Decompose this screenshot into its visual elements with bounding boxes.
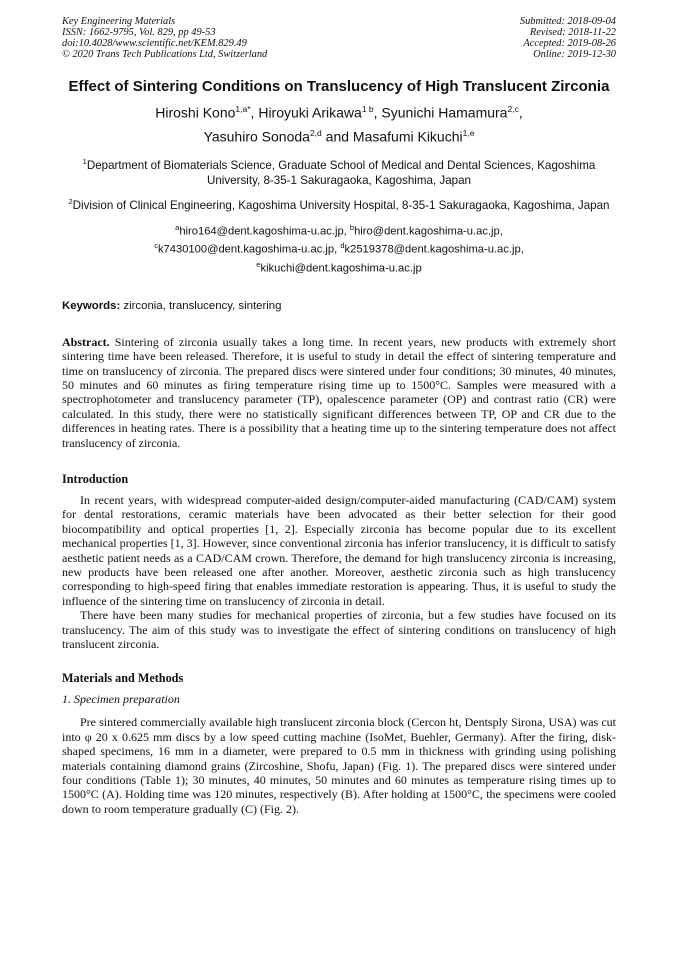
methods-paragraph: Pre sintered commercially available high translucent zirconia block (Cercon ht, Dentsply Sirona, USA) was cut into φ 20 x 0.625 mm discs by a low speed cutting machine (IsoMet, Buehler, Germany). After the firing, disk-shaped specimens, 16 mm in a diameter, were prepared to 0.5 mm in thickness with grinding using polishing materials containing diamond grains (Zircoshine, Shofu, Japan) (Fig. 1). The prepared discs were sintered under four conditions (Table 1); 30 minutes, 40 minutes, 50 minutes and 60 minutes as temperature rising times up to 1500°C (A). Holding time was 120 minutes, respectively (B). After holding at 1500°C, the specimens were cooled down to room temperature gradually (C) (Fig. 2). <box>62 715 616 816</box>
author-affiliation-mark: 1,a* <box>235 104 251 114</box>
date-accepted: Accepted: 2019-08-26 <box>523 38 616 49</box>
author-separator: , <box>373 104 382 121</box>
author-separator: , <box>250 104 259 121</box>
email-mark: a <box>175 223 180 233</box>
introduction-paragraph: In recent years, with widespread computer-aided design/computer-aided manufacturing (CAD/CAM) system for dental restorations, ceramic materials have been advocated as their better selection for their good biocompatibility and optical properties [1, 2]. Especially zirconia has become popular due to its excellent mechanical properties [1, 3]. However, since conventional zirconia has inferior translucency, it is difficult to satisfy aesthetic patient needs as a CAD/CAM crown. Therefore, the demand for high translucency zirconia is increasing, new products have been released one after another. Moreover, aesthetic zirconia such as high translucency corresponding to high-speed firing that enables immediate restoration is appearing. Thus, it is useful to study the influence of the sintering time on translucency of zirconia in detail. <box>62 492 616 608</box>
email-link[interactable]: kikuchi@dent.kagoshima-u.ac.jp <box>260 262 422 275</box>
author-affiliation-mark: 2,d <box>309 127 322 138</box>
keywords <box>62 299 616 314</box>
author-name: Hiroyuki Arikawa <box>258 104 362 121</box>
author-affiliation-mark: 1 b <box>361 104 374 114</box>
author-list <box>62 99 616 146</box>
author-name: Hiroshi Kono <box>155 104 236 121</box>
email-link[interactable]: k7430100@dent.kagoshima-u.ac.jp <box>157 244 335 256</box>
author-name: Yasuhiro Sonoda <box>203 128 310 145</box>
email-link[interactable]: k2519378@dent.kagoshima-u.ac.jp <box>344 244 521 256</box>
date-submitted: Submitted: 2018-09-04 <box>519 16 616 27</box>
introduction-heading: Introduction <box>62 471 129 486</box>
affiliation-text: Department of Biomaterials Science, Graduate School of Medical and Dental Sciences, Kagoshima University, 8-35-1 Sakuragaoka, Kagoshima, Japan <box>86 159 596 188</box>
author-separator: and <box>321 128 353 145</box>
affiliation-1 <box>62 154 616 188</box>
author-name: Syunichi Hamamura <box>381 104 508 121</box>
email-separator: , <box>334 244 341 256</box>
email-link[interactable]: hiro164@dent.kagoshima-u.ac.jp <box>179 225 344 238</box>
affiliation-text: Division of Clinical Engineering, Kagoshima University Hospital, 8-35-1 Sakuragaoka, Kagoshima, Japan <box>72 199 610 213</box>
journal-info <box>62 16 267 60</box>
affiliation-2 <box>62 194 616 213</box>
author-separator: , <box>518 104 523 121</box>
author-emails <box>62 221 616 276</box>
abstract-text: Sintering of zirconia usually takes a long time. In recent years, new products with extremely short sintering time have been released. Therefore, it is useful to study in detail the effect of sintering temperature and time on translucency of zirconia. The prepared discs were sintered under four conditions; 30 minutes, 40 minutes, 50 minutes and 60 minutes as firing temperature rising time up to 1500°C. Samples were measured with a spectrophotometer and translucency parameter (TP), opalescence parameter (OP) and contrast ratio (CR) were calculated. In this study, there were no statistically significant differences between TP, OP and CR due to the differences in heating rates. There is a possibility that a heating time up to the sintering temperature does not affect translucency of zirconia. <box>62 334 616 450</box>
author-affiliation-mark: 2,c <box>507 104 519 114</box>
abstract <box>62 335 616 450</box>
email-separator: , <box>499 225 503 238</box>
journal-name: Key Engineering Materials <box>62 16 176 27</box>
affiliation-mark: 1 <box>82 157 87 167</box>
journal-copyright: © 2020 Trans Tech Publications Ltd, Switzerland <box>62 49 268 60</box>
author-affiliation-mark: 1,e <box>462 127 475 138</box>
abstract-label: Abstract. <box>62 334 110 349</box>
keywords-text: zirconia, translucency, sintering <box>120 299 282 312</box>
email-separator: , <box>520 244 524 256</box>
keywords-label: Keywords: <box>62 299 121 312</box>
submission-dates <box>520 16 616 60</box>
methods-subheading: 1. Specimen preparation <box>62 692 180 707</box>
email-mark: b <box>349 223 355 233</box>
journal-doi: doi:10.4028/www.scientific.net/KEM.829.49 <box>62 38 247 49</box>
methods-heading: Materials and Methods <box>62 671 184 686</box>
email-mark: e <box>256 259 261 269</box>
introduction-paragraph: There have been many studies for mechanical properties of zirconia, but a few studies have focused on its translucency. The aim of this study was to investigate the effect of sintering conditions on translucency of high translucent zirconia. <box>62 608 616 652</box>
journal-issn: ISSN: 1662-9795, Vol. 829, pp 49-53 <box>62 27 216 38</box>
paper-title: Effect of Sintering Conditions on Translucency of High Translucent Zirconia <box>68 78 610 95</box>
email-mark: c <box>154 241 158 251</box>
email-link[interactable]: hiro@dent.kagoshima-u.ac.jp <box>354 225 500 238</box>
date-revised: Revised: 2018-11-22 <box>529 27 616 38</box>
journal-header <box>62 16 616 60</box>
author-name: Masafumi Kikuchi <box>352 128 463 145</box>
email-mark: d <box>340 241 345 251</box>
email-separator: , <box>343 225 350 238</box>
date-online: Online: 2019-12-30 <box>533 49 616 60</box>
affiliation-mark: 2 <box>68 197 73 207</box>
